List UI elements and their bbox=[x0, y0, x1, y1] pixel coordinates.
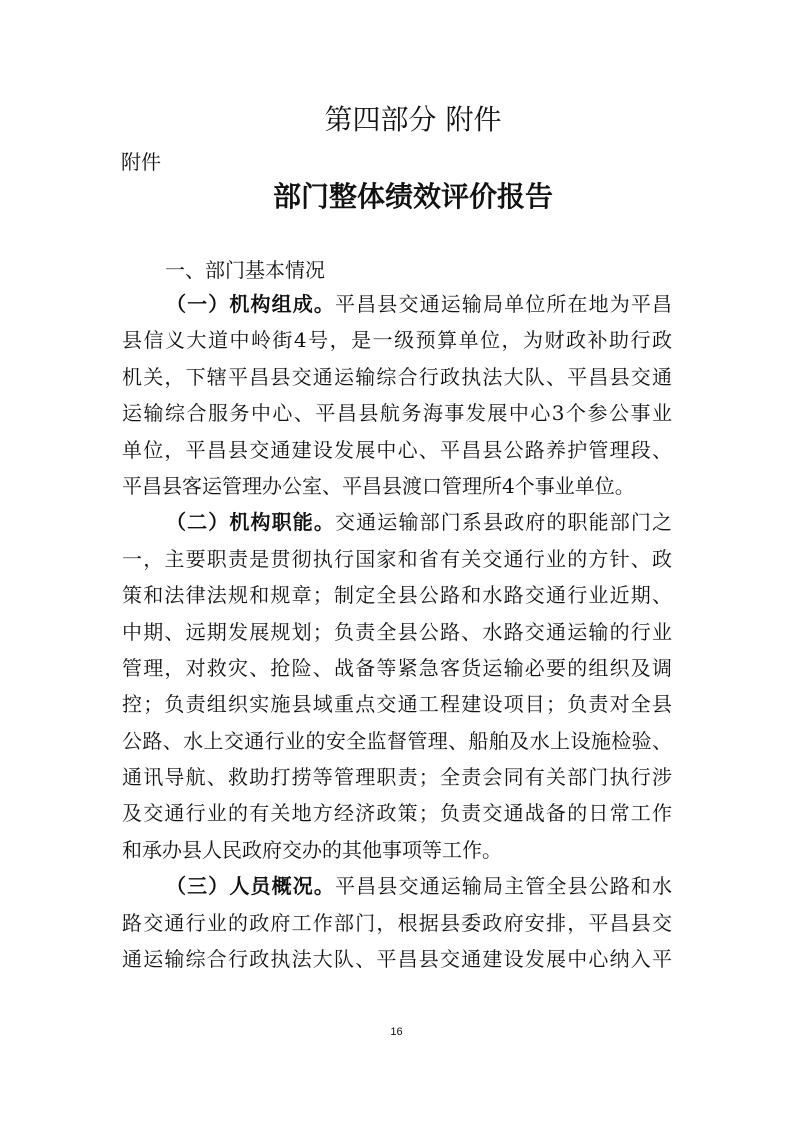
paragraph-first-line bbox=[122, 504, 672, 540]
annex-label: 附件 bbox=[121, 150, 161, 174]
paragraph-label: （三）人员概况。 bbox=[166, 874, 336, 899]
paragraph-line: 控；负责组织实施县域重点交通工程建设项目；负责对全县 bbox=[122, 692, 672, 717]
paragraph-line: 策和法律法规和规章；制定全县公路和水路交通行业近期、 bbox=[122, 583, 672, 608]
document-body bbox=[122, 286, 672, 977]
paragraph-line: 通运输综合行政执法大队、平昌县交通建设发展中心纳入平 bbox=[122, 947, 672, 972]
paragraph-line: 县信义大道中岭街4号，是一级预算单位，为财政补助行政 bbox=[122, 328, 672, 353]
paragraph-line: 公路、水上交通行业的安全监督管理、船舶及水上设施检验、 bbox=[122, 728, 672, 753]
paragraph-first-line bbox=[122, 868, 672, 904]
paragraph-line: 通讯导航、救助打捞等管理职责；全责会同有关部门执行涉 bbox=[122, 765, 672, 790]
paragraph-line: 中期、远期发展规划；负责全县公路、水路交通运输的行业 bbox=[122, 619, 672, 644]
paragraph-line: 运输综合服务中心、平昌县航务海事发展中心3个参公事业 bbox=[122, 401, 672, 426]
section-heading: 一、部门基本情况 bbox=[165, 258, 325, 282]
paragraph-line: 机关，下辖平昌县交通运输综合行政执法大队、平昌县交通 bbox=[122, 364, 672, 389]
paragraph-label: （一）机构组成。 bbox=[166, 292, 336, 316]
paragraph-line: 及交通行业的有关地方经济政策；负责交通战备的日常工作 bbox=[122, 801, 672, 826]
paragraph-line: 路交通行业的政府工作部门，根据县委政府安排，平昌县交 bbox=[122, 910, 672, 935]
paragraph-text: 平昌县交通运输局主管全县公路和水 bbox=[335, 874, 673, 899]
paragraph-first-line bbox=[122, 286, 672, 322]
paragraph-line: 一，主要职责是贯彻执行国家和省有关交通行业的方针、政 bbox=[122, 546, 672, 571]
paragraph-line: 管理，对救灾、抢险、战备等紧急客货运输必要的组织及调 bbox=[122, 655, 672, 680]
paragraph-text: 交通运输部门系县政府的职能部门之 bbox=[335, 510, 673, 535]
paragraph-label: （二）机构职能。 bbox=[166, 510, 336, 535]
paragraph-text: 平昌县交通运输局单位所在地为平昌 bbox=[335, 292, 673, 316]
paragraph-line: 平昌县客运管理办公室、平昌县渡口管理所4个事业单位。 bbox=[122, 473, 635, 498]
paragraph-line: 单位，平昌县交通建设发展中心、平昌县公路养护管理段、 bbox=[122, 437, 672, 462]
report-title: 部门整体绩效评价报告 bbox=[272, 180, 553, 213]
part-title: 第四部分 附件 bbox=[324, 103, 502, 136]
page-number: 16 bbox=[390, 1026, 403, 1038]
paragraph-line: 和承办县人民政府交办的其他事项等工作。 bbox=[122, 837, 502, 862]
